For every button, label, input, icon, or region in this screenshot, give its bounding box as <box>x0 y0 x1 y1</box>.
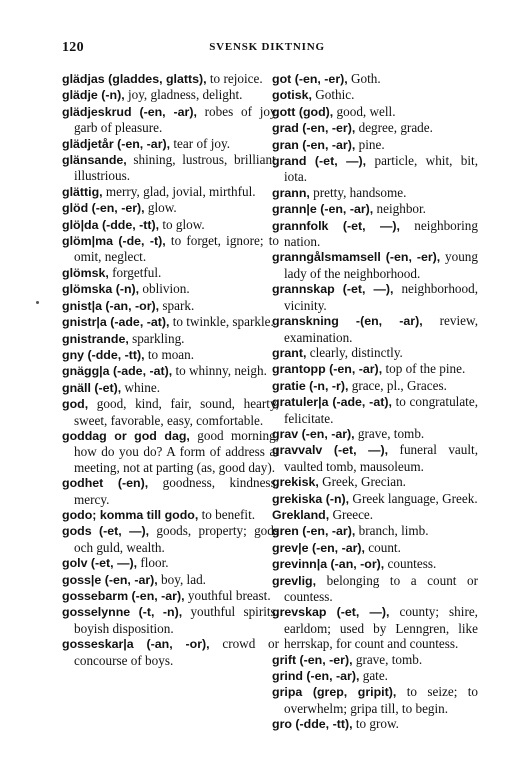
entry-headword: grind (-en, -ar), <box>272 669 360 684</box>
entry-definition: to whinny, neigh. <box>172 363 267 379</box>
dictionary-entry <box>62 475 279 507</box>
entry-definition: countess. <box>384 556 437 572</box>
entry-headword: grantopp (-en, -ar), <box>272 362 383 377</box>
dictionary-entry <box>272 523 478 539</box>
dictionary-entry <box>272 716 478 732</box>
entry-headword: granngålsmamsell (-en, -er), <box>272 250 441 265</box>
dictionary-entry <box>272 556 478 572</box>
entry-headword: glömsk, <box>62 265 109 280</box>
entry-headword: grevinn|a (-an, -or), <box>272 557 385 572</box>
dictionary-entry <box>272 249 478 281</box>
entry-headword: gnistrande, <box>62 331 129 346</box>
dictionary-entry <box>272 201 478 217</box>
dictionary-entry <box>62 588 279 604</box>
entry-definition: Greek, Grecian. <box>318 474 406 490</box>
entry-headword: gotisk, <box>272 88 312 103</box>
dictionary-entry <box>62 265 279 281</box>
entry-headword: gny (-dde, -tt), <box>62 347 145 362</box>
entry-headword: gripa (grep, gripit), <box>272 685 397 700</box>
dictionary-entry <box>62 396 279 428</box>
entry-definition: county; shire, earldom; used by Lenngren, like herrskap, for count and countess. <box>284 604 478 652</box>
entry-definition: boy, lad. <box>157 571 206 587</box>
entry-definition: to moan. <box>144 346 195 362</box>
entry-headword: grannfolk (-et, —), <box>272 218 400 233</box>
dictionary-entry <box>272 361 478 377</box>
entry-definition: young lady of the neighborhood. <box>284 249 478 281</box>
entry-headword: gran (-en, -ar), <box>272 137 356 152</box>
entry-definition: grace, pl., Graces. <box>348 377 447 393</box>
entry-definition: good morning, how do you do? A form of address at meeting, not at parting (as, good day). <box>74 427 279 475</box>
dictionary-entry <box>272 394 478 426</box>
dictionary-entry <box>272 474 478 490</box>
entry-definition: particle, whit, bit, iota. <box>284 153 478 185</box>
dictionary-entry <box>62 87 279 103</box>
entry-headword: granskning -(en, -ar), <box>272 314 423 329</box>
dictionary-entry <box>62 555 279 571</box>
entry-definition: neighboring nation. <box>284 217 478 250</box>
entry-definition: forgetful. <box>108 264 162 280</box>
dictionary-entry <box>272 668 478 684</box>
entry-headword: gods (-et, —), <box>62 524 150 539</box>
dictionary-entry <box>62 152 279 184</box>
dictionary-entry <box>62 428 279 475</box>
dictionary-entry <box>272 573 478 605</box>
dictionary-entry <box>62 217 279 233</box>
entry-definition: neighborhood, vicinity. <box>284 281 478 313</box>
entry-definition: joy, gladness, delight. <box>124 87 243 103</box>
entry-definition: gate. <box>359 668 388 684</box>
entry-headword: glädje (-n), <box>62 88 125 103</box>
entry-definition: shining, lustrous, brilliant, illustrious. <box>74 152 279 184</box>
dictionary-entry <box>62 136 279 152</box>
entry-definition: grave, tomb. <box>352 651 423 667</box>
entry-definition: glow. <box>144 200 177 216</box>
entry-headword: glädjeskrud (-en, -ar), <box>62 104 197 119</box>
right-column <box>272 71 478 733</box>
entry-definition: degree, grade. <box>355 120 433 136</box>
entry-definition: good, kind, fair, sound, hearty, sweet, favorable, easy, comfortable. <box>74 396 279 428</box>
entry-definition: Goth. <box>347 71 381 86</box>
entry-definition: clearly, distinctly. <box>306 344 403 360</box>
entry-headword: godo; komma till godo, <box>62 507 199 522</box>
entry-definition: Greek language, Greek. <box>349 490 478 506</box>
entry-headword: gravvalv (-et, —), <box>272 443 389 458</box>
entry-headword: goddag or god dag, <box>62 428 190 443</box>
dictionary-entry <box>272 218 478 250</box>
entry-definition: goodness, kindness, mercy. <box>74 475 279 507</box>
dictionary-entry <box>62 331 279 347</box>
entry-definition: to benefit. <box>198 506 256 522</box>
entry-headword: gro (-dde, -tt), <box>272 717 353 732</box>
dictionary-entry <box>62 71 279 87</box>
entry-definition: to forget, ignore; to omit, neglect. <box>74 233 279 265</box>
entry-definition: good, well. <box>333 103 396 119</box>
entry-headword: grift (-en, -er), <box>272 652 353 667</box>
dictionary-entry <box>272 71 478 87</box>
entry-definition: robes of joy, garb of pleasure. <box>74 103 279 136</box>
entry-definition: youthful breast. <box>184 588 271 603</box>
dictionary-entry <box>62 184 279 200</box>
entry-definition: oblivion. <box>139 281 190 297</box>
entry-definition: whine. <box>121 379 161 395</box>
entry-definition: top of the pine. <box>382 361 466 377</box>
entry-headword: grann, <box>272 185 310 200</box>
dictionary-entry <box>62 363 279 379</box>
entry-headword: grann|e (-en, -ar), <box>272 202 374 217</box>
entry-definition: funeral vault, vaulted tomb, mausoleum. <box>284 442 478 474</box>
dictionary-entry <box>272 684 478 716</box>
entry-definition: pretty, handsome. <box>309 184 407 200</box>
entry-headword: grannskap (-et, —), <box>272 282 394 297</box>
dictionary-entry <box>62 347 279 363</box>
dictionary-entry <box>272 120 478 136</box>
entry-headword: grad (-en, -er), <box>272 121 356 136</box>
entry-definition: floor. <box>137 555 169 571</box>
dictionary-entry <box>62 200 279 216</box>
dictionary-entry <box>62 104 279 136</box>
entry-headword: glöd (-en, -er), <box>62 201 145 216</box>
dictionary-entry <box>272 491 478 507</box>
running-head <box>62 40 472 60</box>
entry-headword: glänsande, <box>62 153 127 168</box>
dictionary-entry <box>62 523 279 555</box>
entry-headword: god, <box>62 397 89 412</box>
dictionary-entry <box>272 137 478 153</box>
entry-definition: Gothic. <box>311 87 355 103</box>
entry-headword: gosseskar|a (-an, -or), <box>62 637 210 652</box>
dictionary-entry <box>272 378 478 394</box>
page-title: SVENSK DIKTNING <box>209 41 325 53</box>
entry-headword: gren (-en, -ar), <box>272 524 356 539</box>
entry-headword: glömska (-n), <box>62 282 140 297</box>
entry-headword: glö|da (-dde, -tt), <box>62 217 160 232</box>
dictionary-entry <box>272 652 478 668</box>
stray-dot <box>36 301 39 304</box>
entry-headword: gnistr|a (-ade, -at), <box>62 315 170 330</box>
dictionary-entry <box>62 298 279 314</box>
entry-headword: gratuler|a (-ade, -at), <box>272 395 392 410</box>
dictionary-entry <box>272 87 478 103</box>
entry-headword: grekisk, <box>272 475 319 490</box>
entry-definition: youthful spirits, boyish disposition. <box>74 604 279 636</box>
entry-definition: pine. <box>355 136 385 152</box>
entry-definition: to glow. <box>159 216 205 232</box>
entry-headword: grevskap (-et, —), <box>272 605 390 620</box>
entry-definition: spark. <box>159 297 195 313</box>
entry-headword: grav (-en, -ar), <box>272 426 355 441</box>
entry-definition: grave, tomb. <box>354 425 425 441</box>
entry-definition: crowd or concourse of boys. <box>74 636 279 668</box>
dictionary-entry <box>272 153 478 185</box>
entry-headword: gott (god), <box>272 104 334 119</box>
entry-headword: godhet (-en), <box>62 476 149 491</box>
entry-headword: glöm|ma (-de, -t), <box>62 234 166 249</box>
entry-headword: grekiska (-n), <box>272 491 350 506</box>
entry-headword: gnist|a (-an, -or), <box>62 298 160 313</box>
entry-definition: Greece. <box>329 506 374 522</box>
entry-definition: to grow. <box>352 716 399 732</box>
dictionary-entry <box>272 345 478 361</box>
entry-headword: grant, <box>272 345 307 360</box>
entry-definition: sparkling. <box>128 330 185 346</box>
dictionary-entry <box>62 314 279 330</box>
entry-definition: goods, property; gods och guld, wealth. <box>74 523 280 555</box>
dictionary-entry <box>272 281 478 313</box>
entry-headword: gnäll (-et), <box>62 380 122 395</box>
entry-definition: to twinkle, sparkle. <box>169 314 274 330</box>
entry-definition: to rejoice. <box>206 71 263 86</box>
entry-headword: golv (-et, —), <box>62 556 138 571</box>
entry-headword: Grekland, <box>272 507 330 522</box>
entry-definition: branch, limb. <box>355 523 429 539</box>
entry-headword: gosselynne (-t, -n), <box>62 605 183 620</box>
entry-headword: grand (-et, —), <box>272 154 367 169</box>
dictionary-entry <box>272 540 478 556</box>
entry-headword: glädjetår (-en, -ar), <box>62 136 171 151</box>
dictionary-entry <box>272 604 478 651</box>
entry-headword: gnägg|a (-ade, -at), <box>62 364 173 379</box>
entry-headword: glädjas (gladdes, glatts), <box>62 72 207 86</box>
entry-definition: merry, glad, jovial, mirthful. <box>102 183 256 199</box>
dictionary-entry <box>272 185 478 201</box>
dictionary-entry <box>62 380 279 396</box>
dictionary-entry <box>62 572 279 588</box>
left-column <box>62 71 279 668</box>
entry-headword: glättig, <box>62 184 103 199</box>
dictionary-entry <box>62 507 279 523</box>
dictionary-entry <box>62 233 279 265</box>
entry-headword: got (-en, -er), <box>272 72 348 86</box>
dictionary-entry <box>272 313 478 345</box>
entry-definition: neighbor. <box>373 201 426 217</box>
entry-definition: to congratulate, felicitate. <box>284 394 478 426</box>
dictionary-entry <box>272 442 478 474</box>
entry-headword: gossebarm (-en, -ar), <box>62 589 185 603</box>
entry-definition: belonging to a count or countess. <box>284 572 478 604</box>
dictionary-entry <box>272 507 478 523</box>
entry-definition: review, examination. <box>284 313 478 345</box>
dictionary-entry <box>272 426 478 442</box>
dictionary-entry <box>62 636 279 668</box>
entry-definition: count. <box>364 539 401 555</box>
entry-definition: tear of joy. <box>170 135 231 151</box>
dictionary-entry <box>62 281 279 297</box>
entry-headword: gratie (-n, -r), <box>272 378 349 393</box>
dictionary-entry <box>62 604 279 636</box>
entry-headword: grevlig, <box>272 573 317 588</box>
dictionary-entry <box>272 104 478 120</box>
page-number: 120 <box>62 40 84 55</box>
entry-headword: grev|e (-en, -ar), <box>272 540 365 555</box>
entry-definition: to seize; to overwhelm; gripa till, to begin. <box>284 684 478 716</box>
entry-headword: goss|e (-en, -ar), <box>62 572 158 587</box>
